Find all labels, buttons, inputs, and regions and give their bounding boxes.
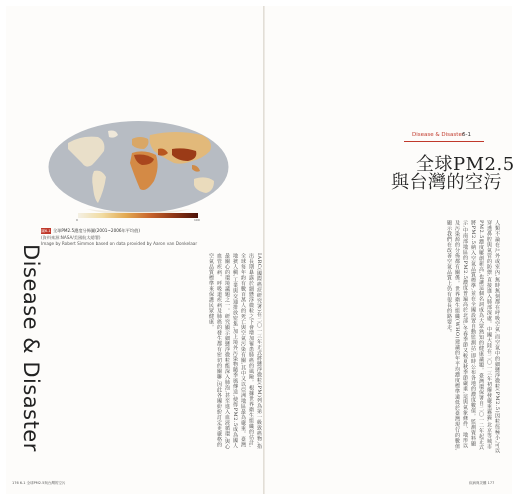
- chapter-title-line1: 全球PM2.5: [416, 154, 515, 175]
- section-tag: Disease & Disaster: [412, 132, 465, 138]
- book-spread: [6, 6, 515, 494]
- right-body-text: 人類不論在戶外或室內,無時無刻都在呼吸空氣,而空氣中的細懸浮微粒(PM2.5)因粒徑極小,可以穿透鼻腔與氣管的防禦,直接進入肺部深處。中國大陸在二〇一三年初爆發嚴重霧霾,北京等城市PM2.5濃度屢創新高,也讓這個名詞成為大眾熟知的健康議題。臺灣環保署自二〇一二年起正式將PM2.5納入空氣品質標準,並在全國設置自動監測站,即時公布各地的濃度數值。監測資料顯示,中南部地區的PM2.5濃度普遍高於北部,冬春季節又較夏秋季節嚴重,這與氣象條件、地形以及污染源的分佈都有關係。世界衛生組織(WHO)建議的年平均濃度標準遠低於臺灣現行的數值,顯示我們在改善空氣品質上仍有很長的路要走。: [446, 220, 500, 454]
- left-page-footer: 176 6-1 全球PM2.5與台灣的空污: [12, 481, 66, 485]
- chapter-title-line2: 與台灣的空污: [391, 172, 502, 193]
- scale-min-label: 0: [76, 218, 78, 222]
- color-scale-bar: [78, 213, 198, 218]
- page-gutter: [263, 6, 265, 494]
- figure-credit: Image by Robert Simmon based on data provided by Aaron van Donkelaar: [41, 241, 198, 246]
- section-rule: [404, 141, 484, 142]
- vertical-chapter-title: Disease & Disaster: [19, 244, 43, 452]
- world-map-pm25: [46, 119, 231, 219]
- figure-caption: 全球PM2.5濃度分佈圖(2001~2006年平均值): [53, 228, 140, 233]
- figure-tag: 圖6-1: [41, 229, 51, 233]
- section-number: 6-1: [462, 132, 471, 138]
- left-body-text: IARC(國際癌症研究署)在二〇一三年正式將懸浮微粒(PM)列為第一級致癌物,指出長期暴露於細懸浮微粒之下會增加罹患肺癌的風險。根據世界衛生組織的估計,全球每年約有數百萬人的死亡與空氣污染有關,其中又以亞洲地區最為嚴重。臺灣地狹人稠,工業與交通排放密集,加上境外污染物隨季風傳送,使得PM2.5成為國人最關心的環境議題之一。研究顯示細懸浮微粒能深入肺泡,甚至進入血液循環,與心血管疾病、呼吸道疾病及肺癌的發生都有密切的關聯,因此各國紛紛訂定更嚴格的空氣品質標準來保護民眾健康。: [208, 253, 262, 450]
- figure-source: (資料來源:NASA/美國航太總署): [41, 235, 101, 240]
- scale-max-label: 100: [194, 218, 200, 222]
- right-page-footer: 疾病與災難 177: [469, 481, 495, 485]
